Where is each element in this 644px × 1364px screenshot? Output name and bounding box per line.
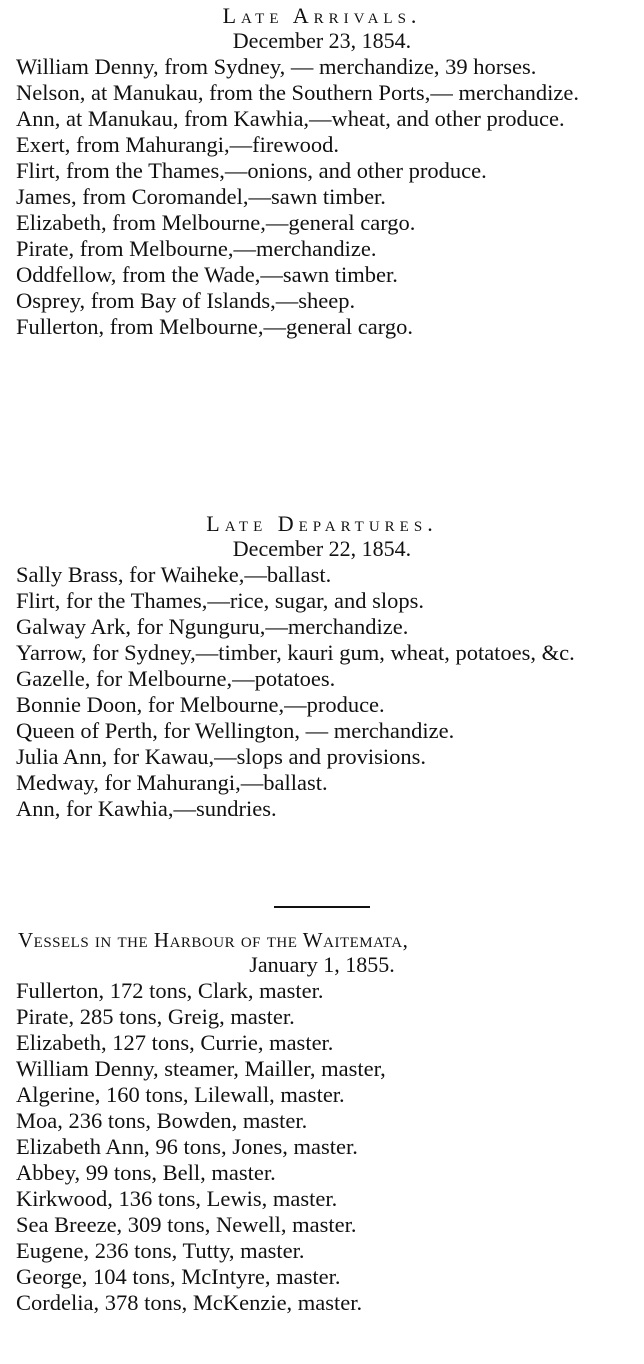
arrival-entry: William Denny, from Sydney, — merchandize, 39 horses.: [16, 54, 537, 79]
vessel-entry: Elizabeth Ann, 96 tons, Jones, master.: [16, 1134, 358, 1159]
arrival-entry: Osprey, from Bay of Islands,—sheep.: [16, 288, 356, 313]
harbour-vessels-date: January 1, 1855.: [249, 952, 395, 977]
arrival-entry: Exert, from Mahurangi,—firewood.: [16, 132, 340, 157]
late-departures-list: [0, 562, 644, 822]
arrival-entry: James, from Coromandel,—sawn timber.: [16, 184, 386, 209]
late-arrivals-list: [0, 54, 644, 340]
departure-entry: Queen of Perth, for Wellington, — merchandize.: [16, 718, 455, 743]
late-arrivals-date: December 23, 1854.: [232, 28, 412, 53]
vessel-entry: William Denny, steamer, Mailler, master,: [16, 1056, 386, 1081]
departure-entry: Galway Ark, for Ngunguru,—merchandize.: [16, 614, 409, 639]
vessel-entry: Abbey, 99 tons, Bell, master.: [16, 1160, 276, 1185]
late-departures-section: [0, 512, 644, 822]
arrival-entry: Ann, at Manukau, from Kawhia,—wheat, and other produce.: [16, 106, 565, 131]
departure-entry: Yarrow, for Sydney,—timber, kauri gum, wheat, potatoes, &c.: [16, 640, 575, 665]
arrival-entry: Flirt, from the Thames,—onions, and other produce.: [16, 158, 487, 183]
late-departures-date: December 22, 1854.: [232, 536, 412, 561]
vessel-entry: Elizabeth, 127 tons, Currie, master.: [16, 1030, 334, 1055]
late-arrivals-section: [0, 4, 644, 340]
vessel-entry: George, 104 tons, McIntyre, master.: [16, 1264, 341, 1289]
harbour-vessels-section: [0, 928, 644, 1316]
section-divider-wrap: [0, 906, 644, 908]
departure-entry: Bonnie Doon, for Melbourne,—produce.: [16, 692, 385, 717]
arrival-entry: Oddfellow, from the Wade,—sawn timber.: [16, 262, 398, 287]
vessel-entry: Moa, 236 tons, Bowden, master.: [16, 1108, 308, 1133]
section-divider: [274, 906, 370, 908]
arrival-entry: Elizabeth, from Melbourne,—general cargo.: [16, 210, 416, 235]
arrival-entry: Nelson, at Manukau, from the Southern Ports,— merchandize.: [16, 80, 579, 105]
departure-entry: Flirt, for the Thames,—rice, sugar, and slops.: [16, 588, 424, 613]
vessel-entry: Pirate, 285 tons, Greig, master.: [16, 1004, 295, 1029]
departure-entry: Gazelle, for Melbourne,—potatoes.: [16, 666, 336, 691]
departure-entry: Sally Brass, for Waiheke,—ballast.: [16, 562, 332, 587]
departure-entry: Julia Ann, for Kawau,—slops and provisions.: [16, 744, 426, 769]
arrival-entry: Fullerton, from Melbourne,—general cargo.: [16, 314, 413, 339]
late-arrivals-title: Late Arrivals.: [222, 3, 422, 28]
vessel-entry: Sea Breeze, 309 tons, Newell, master.: [16, 1212, 357, 1237]
late-departures-title: Late Departures.: [206, 511, 438, 536]
vessel-entry: Fullerton, 172 tons, Clark, master.: [16, 978, 324, 1003]
harbour-vessels-list: [0, 978, 644, 1316]
departure-entry: Medway, for Mahurangi,—ballast.: [16, 770, 328, 795]
vessel-entry: Cordelia, 378 tons, McKenzie, master.: [16, 1290, 363, 1315]
arrival-entry: Pirate, from Melbourne,—merchandize.: [16, 236, 377, 261]
harbour-vessels-title: Vessels in the Harbour of the Waitemata,: [18, 928, 409, 952]
vessel-entry: Algerine, 160 tons, Lilewall, master.: [16, 1082, 345, 1107]
departure-entry: Ann, for Kawhia,—sundries.: [16, 796, 277, 821]
vessel-entry: Kirkwood, 136 tons, Lewis, master.: [16, 1186, 338, 1211]
vessel-entry: Eugene, 236 tons, Tutty, master.: [16, 1238, 305, 1263]
